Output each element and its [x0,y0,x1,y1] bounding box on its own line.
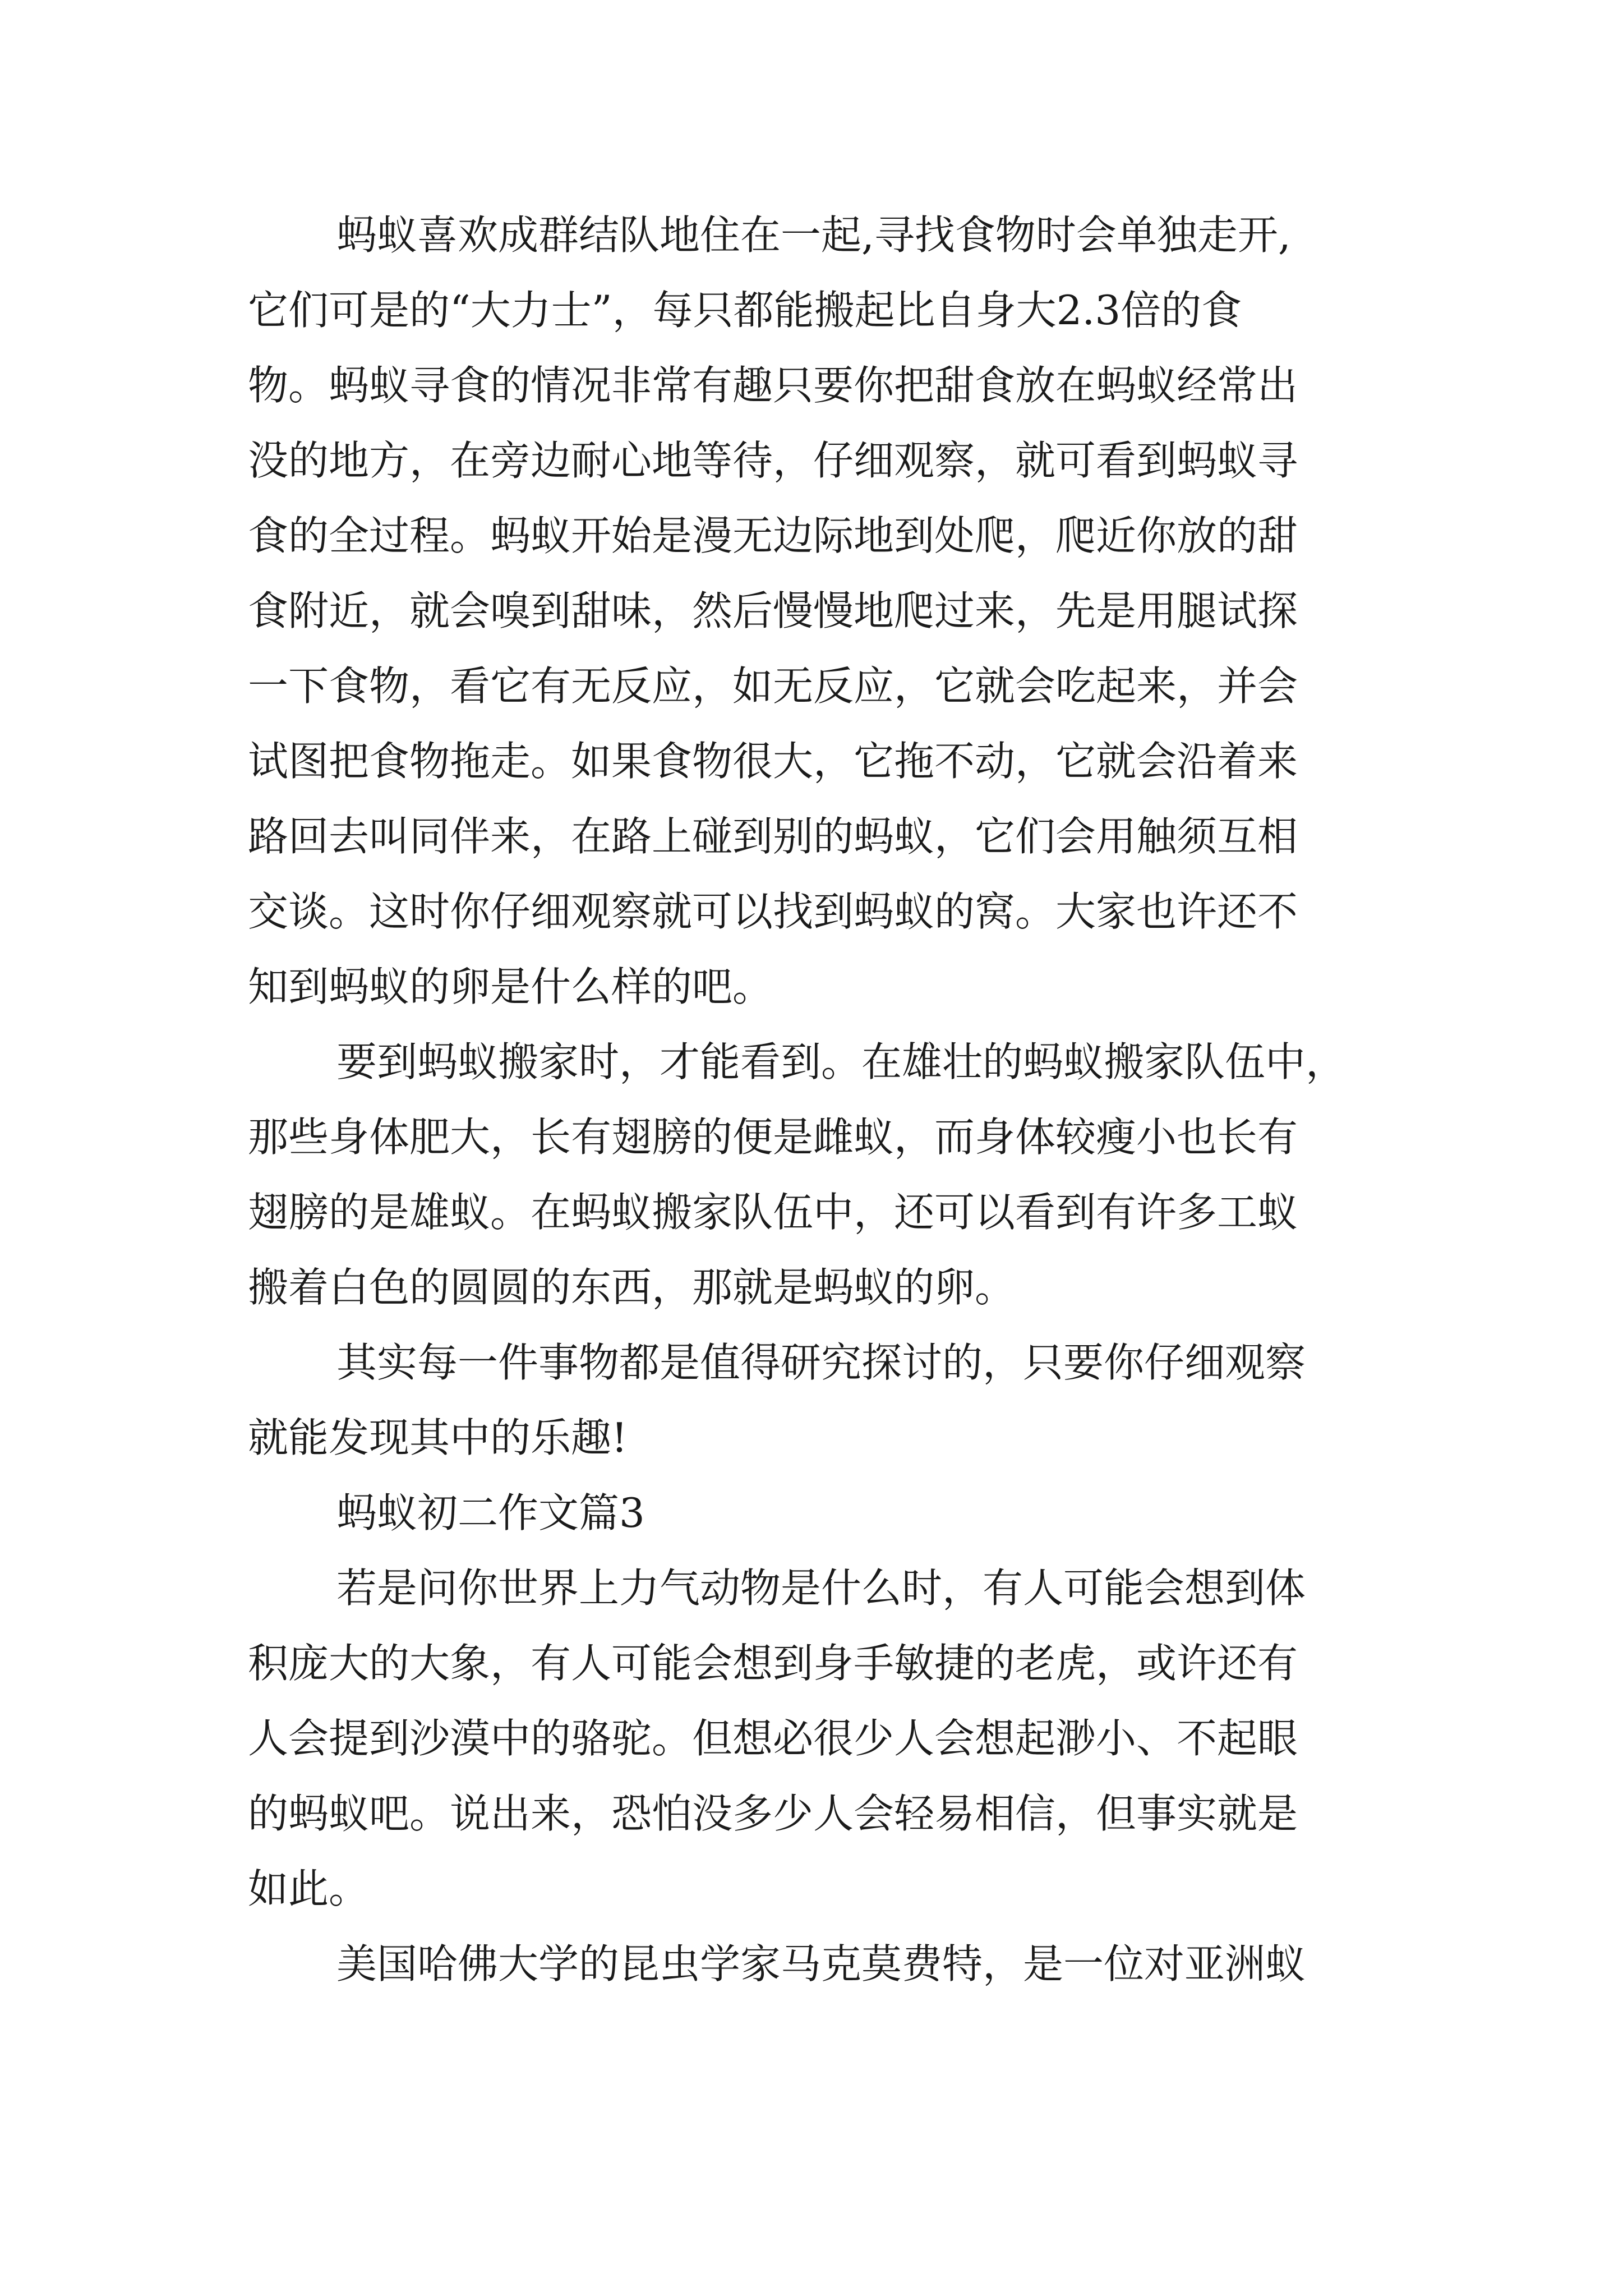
paragraph-1-line-9: 路回去叫同伴来，在路上碰到别的蚂蚁，它们会用触须互相 [248,813,1298,860]
paragraph-2-line-1: 要到蚂蚁搬家时，才能看到。在雄壮的蚂蚁搬家队伍中， [336,1038,1347,1085]
paragraph-4-line-3: 人会提到沙漠中的骆驼。但想必很少人会想起渺小、不起眼 [248,1715,1298,1762]
paragraph-4-line-1: 若是问你世界上力气动物是什么时，有人可能会想到体 [336,1565,1306,1612]
essay-body [248,197,1398,2001]
paragraph-1-line-11: 知到蚂蚁的卵是什么样的吧。 [248,963,773,1010]
paragraph-3-line-1: 其实每一件事物都是值得研究探讨的，只要你仔细观察 [336,1339,1306,1386]
paragraph-2-line-4: 搬着白色的圆圆的东西，那就是蚂蚁的卵。 [248,1264,1016,1311]
paragraph-1-line-1: 蚂蚁喜欢成群结队地住在一起,寻找食物时会单独走开, [336,211,1291,259]
paragraph-2-line-2: 那些身体肥大，长有翅膀的便是雌蚁，而身体较瘦小也长有 [248,1114,1298,1161]
paragraph-1-line-6: 食附近，就会嗅到甜味，然后慢慢地爬过来，先是用腿试探 [248,587,1298,634]
paragraph-1-line-7: 一下食物，看它有无反应，如无反应，它就会吃起来，并会 [248,662,1298,710]
paragraph-5-line-1: 美国哈佛大学的昆虫学家马克莫费特，是一位对亚洲蚁 [336,1940,1306,1987]
paragraph-4-line-5: 如此。 [248,1865,370,1912]
paragraph-1-line-4: 没的地方，在旁边耐心地等待，仔细观察，就可看到蚂蚁寻 [248,437,1298,484]
paragraph-3-line-2: 就能发现其中的乐趣! [248,1414,628,1461]
paragraph-1-line-5: 食的全过程。蚂蚁开始是漫无边际地到处爬，爬近你放的甜 [248,512,1298,559]
paragraph-1-line-10: 交谈。这时你仔细观察就可以找到蚂蚁的窝。大家也许还不 [248,888,1298,935]
paragraph-1-line-8: 试图把食物拖走。如果食物很大，它拖不动，它就会沿着来 [248,738,1298,785]
section-heading: 蚂蚁初二作文篇3 [336,1489,645,1536]
paragraph-4-line-2: 积庞大的大象，有人可能会想到身手敏捷的老虎，或许还有 [248,1640,1298,1687]
paragraph-1-line-2: 它们可是的“大力士”，每只都能搬起比自身大2.3倍的食 [248,287,1242,334]
paragraph-1-line-3: 物。蚂蚁寻食的情况非常有趣只要你把甜食放在蚂蚁经常出 [248,362,1298,409]
paragraph-4-line-4: 的蚂蚁吧。说出来，恐怕没多少人会轻易相信，但事实就是 [248,1790,1298,1837]
paragraph-2-line-3: 翅膀的是雄蚁。在蚂蚁搬家队伍中，还可以看到有许多工蚁 [248,1189,1298,1236]
